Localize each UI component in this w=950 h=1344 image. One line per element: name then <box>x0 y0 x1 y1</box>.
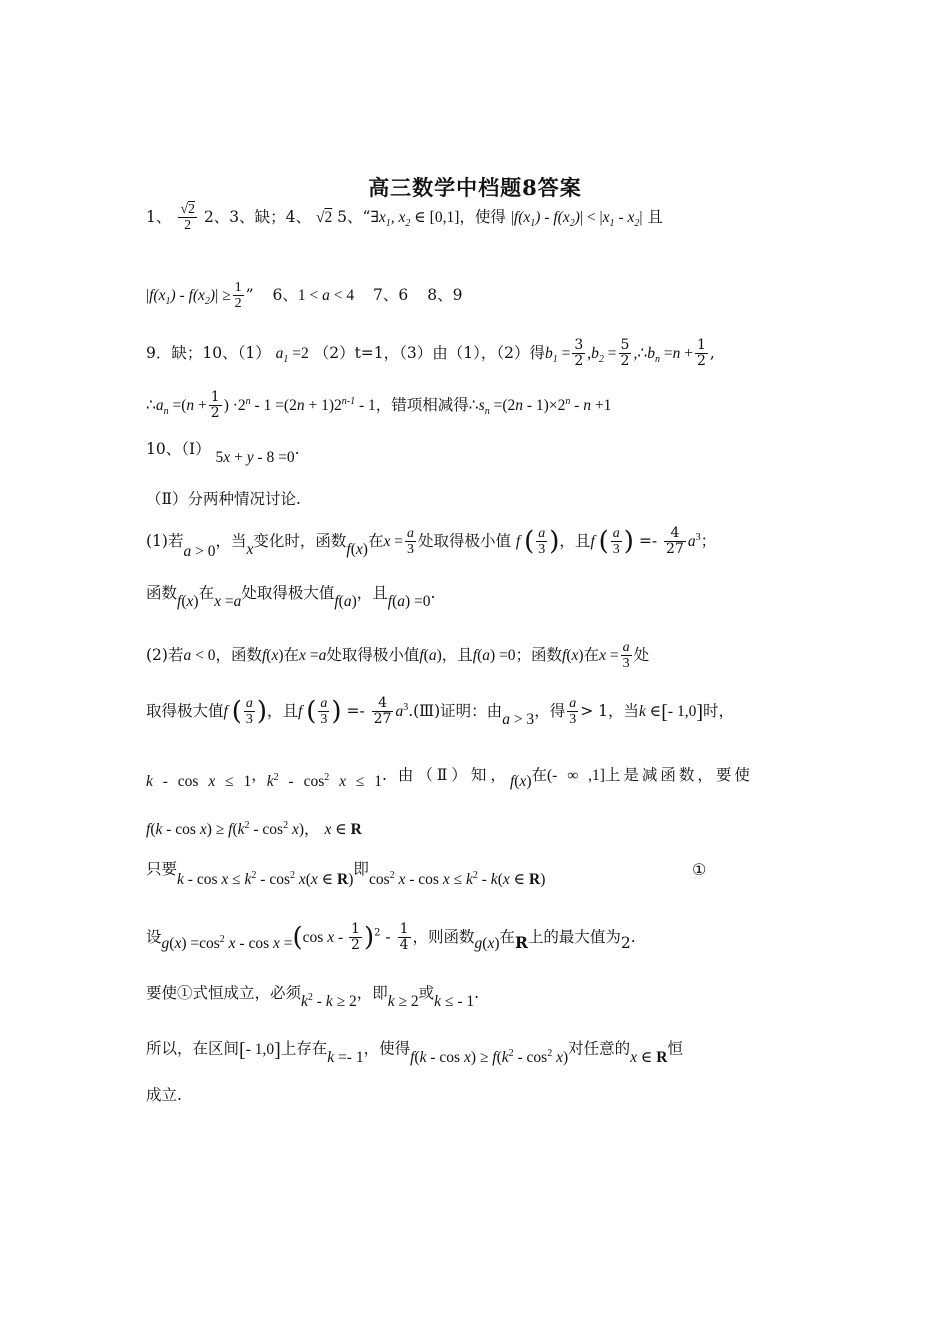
answer-line-11: k - cos x ≤ 1，$k^2 - \cos^2 x \le 1$. 由（Ⅱ）知，f(x)在(- ∞ ,1]上是减函数，要使 <box>146 766 753 791</box>
answer-line-2: $|f(x_1) - f(x_2)|$ ≥ $\frac{1}{2}$ ” 6、1 < a < 4 7、6 8、9 <box>146 280 463 312</box>
answer-line-4: $\therefore a_n =(n$ + $\frac{1}{2}$ ) $\cdot 2^n - 1 =(2n + 1)2^{n-1} - 1$，错项相减得$\therefore s_n =(2n - 1)\times 2^n - n +1$ <box>146 389 612 422</box>
answer-line-7: (1)若a > 0，当x变化时，函数f(x)在x = $\frac{a}{3}$ 处取得极小值 f ( $\frac{a}{3}$ )，且f ( $\frac{a}{3}$ ) =- $\frac{4}{27}$ $a^3$； <box>146 525 717 560</box>
answer-line-9: (2)若a < 0，函数f(x)在x =a处取得极小值f(a)，且f(a) =0；函数f(x)在x = $\frac{a}{3}$ 处 <box>146 640 650 672</box>
answer-line-10: 取得极大值f ( $\frac{a}{3}$ )，且f ( $\frac{a}{3}$ ) =- $\frac{4}{27}$ $a^3.(Ⅲ)$证明：由a > 3，得 $\frac{a}{3}$ > 1，当k ∈[- 1,0]时， <box>146 695 735 728</box>
answer-line-15: 要使①式恒成立，必须$k^2 - k \ge 2$，即k ≥ 2或k ≤ - 1. <box>146 984 480 1011</box>
answer-line-8: 函数f(x)在x =a处取得极大值f(a)，且f(a) =0. <box>146 584 436 610</box>
answer-line-17: 成立. <box>146 1086 182 1104</box>
answer-line-14: 设$g(x) =\cos^2$ x - cos x =(cos x - $\frac{1}{2}$ )$^2$ - $\frac{1}{4}$ ，则函数g(x)在R上的最大值为2. <box>146 921 636 954</box>
answer-line-16: 所以，在区间[- 1,0]上存在k =- 1，使得$f(k - \cos x) \ge f(k^2 - \cos^2 x)$对任意的x ∈ R恒 <box>146 1039 683 1066</box>
answer-line-13: 只要$k - \cos x \le k^2 - \cos^2 x(x$ ∈ R)即$\cos^2 x - \cos x \le k^2 - k(x$ ∈ R) <box>146 860 546 889</box>
answer-line-5: 10、（Ⅰ） 5x + y - 8 =0. <box>146 440 300 466</box>
answer-line-6: （Ⅱ）分两种情况讨论. <box>146 490 301 508</box>
answer-line-1: 1、 $\frac{√2}{2}$ 2、3、缺；4、 √2 5、“$\exists x_1$, $x_2$ ∈ [0,1]，使得 $|f(x_1) - f(x_2)| < |x_1 - x_2|$ 且 <box>146 202 663 234</box>
answer-line-3: 9．缺；10、（1） $a_1 =2$ （2）t=1，（3）由（1），（2）得$b_1$ = $\frac{3}{2}$ $,b_2$ = $\frac{5}{2}$ $,\therefore b_n =n$ + $\frac{1}{2}$ , <box>146 337 715 370</box>
equation-marker: ① <box>692 860 707 879</box>
answer-line-12: $f(k - \cos x) \ge f(k^2 - \cos^2 x)$， x ∈ R <box>146 820 362 839</box>
page-title: 高三数学中档题8答案 <box>368 175 582 200</box>
